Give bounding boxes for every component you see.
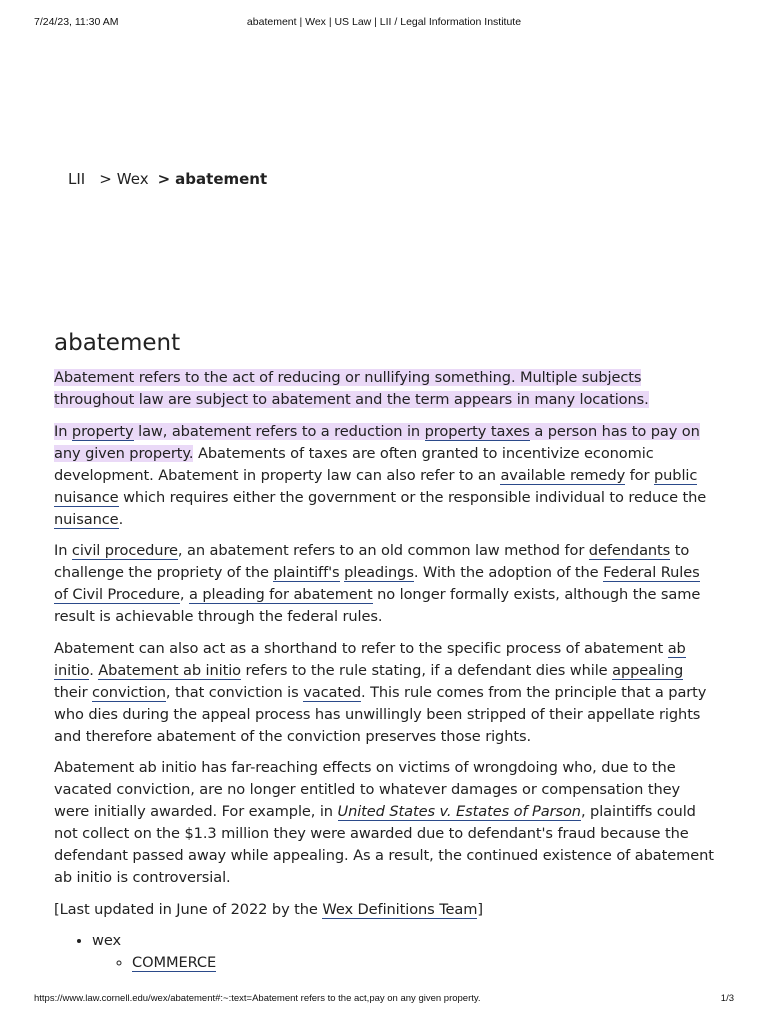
link-united-states-v-estates-of-parson[interactable]: United States v. Estates of Parson (337, 803, 581, 820)
link-conviction[interactable]: conviction (92, 683, 166, 701)
link-pleadings[interactable]: pleadings (344, 564, 414, 581)
text-run: law, abatement refers to a reduction in (133, 422, 425, 440)
page-title: abatement (54, 330, 181, 356)
link-pleading-for-abatement[interactable]: a pleading for abatement (188, 586, 373, 603)
link-appealing[interactable]: appealing (612, 661, 684, 679)
print-url: https://www.law.cornell.edu/wex/abatement#:~:text=Abatement refers to the act,pay on any given property. (34, 993, 481, 1004)
link-public-nuisance[interactable]: public nuisance (54, 466, 698, 506)
link-commerce[interactable]: COMMERCE (132, 954, 217, 971)
text-run: for (625, 466, 654, 484)
highlighted-text: Abatement refers to the act of reducing or nullifying something. Multiple subjects throughout law are subject to abatement and the term appears in many locations. (54, 369, 649, 408)
tag-sublist (92, 952, 718, 974)
print-header (0, 16, 768, 32)
article-body (54, 367, 718, 974)
link-ab-initio[interactable]: ab initio (54, 639, 686, 679)
link-available-remedy[interactable]: available remedy (500, 466, 626, 484)
link-abatement-ab-initio[interactable]: Abatement ab initio (98, 661, 242, 679)
text-run: [Last updated in June of 2022 by the (54, 900, 323, 918)
text-run: Abatement ab initio has far-reaching effects on victims of wrongdoing who, due to the vacated conviction, are no longer entitled to whatever damages or compensation they were initially awarded. For example, in (54, 759, 681, 820)
breadcrumb-wex-link[interactable]: Wex (116, 170, 149, 188)
link-nuisance[interactable]: nuisance (54, 510, 119, 528)
link-wex-definitions-team[interactable]: Wex Definitions Team (322, 900, 478, 918)
breadcrumb-lii-link[interactable]: LII (68, 170, 86, 188)
text-run: , plaintiffs could not collect on the $1.3 million they were awarded due to defendant's fraud because the defendant passed away while appealing. As a result, the continued existence of abatement ab initio is controversial. (54, 803, 714, 886)
tag-wex: wex (92, 932, 121, 949)
text-run: Abatements of taxes are often granted to incentivize economic development. Abatement in property law can also refer to an (54, 444, 654, 484)
text-run: . This rule comes from the principle that a party who dies during the appeal process has unwillingly been stripped of their appellate rights and therefore abatement of the conviction preserves those rights. (54, 683, 707, 745)
breadcrumb-current: abatement (175, 170, 268, 188)
text-run: refers to the rule stating, if a defendant dies while (241, 661, 613, 679)
paragraph-last-updated (54, 899, 718, 921)
breadcrumb-separator: > (99, 170, 112, 188)
link-property[interactable]: property (71, 422, 134, 440)
text-run: no longer formally exists, although the same result is achievable through the federal rules. (54, 586, 701, 625)
text-run: In (54, 422, 72, 440)
paragraph-intro (54, 367, 718, 411)
print-footer (0, 993, 768, 1009)
paragraph-civil-procedure (54, 540, 718, 628)
link-vacated[interactable]: vacated (303, 683, 361, 701)
breadcrumb (68, 170, 267, 188)
text-run: , an abatement refers to an old common law method for (177, 542, 589, 559)
list-item (132, 952, 718, 974)
paragraph-ab-initio (54, 638, 718, 748)
breadcrumb-separator: > (157, 170, 171, 188)
tag-list (54, 930, 718, 974)
link-federal-rules-of-civil-procedure[interactable]: Federal Rules of Civil Procedure (54, 564, 700, 603)
print-datetime: 7/24/23, 11:30 AM (34, 16, 119, 28)
text-run: a person has to pay on any given property. (54, 422, 700, 462)
text-run: to challenge the propriety of the (54, 542, 690, 581)
link-defendants[interactable]: defendants (588, 542, 671, 559)
print-page-title: abatement | Wex | US Law | LII / Legal Information Institute (246, 16, 522, 28)
paragraph-property (54, 421, 718, 531)
text-run: , (179, 586, 189, 603)
text-run: . With the adoption of the (413, 564, 604, 581)
text-run: which requires either the government or the responsible individual to reduce the (118, 488, 707, 506)
text-run: , that conviction is (165, 683, 304, 701)
list-item (92, 930, 718, 974)
text-run: Abatement can also act as a shorthand to refer to the specific process of abatement (54, 639, 668, 657)
text-run: their (54, 683, 93, 701)
text-run: In (54, 542, 72, 559)
link-civil-procedure[interactable]: civil procedure (71, 542, 178, 559)
link-property-taxes[interactable]: property taxes (424, 422, 530, 440)
text-run: . (89, 661, 99, 679)
paragraph-effects (54, 757, 718, 889)
text-run: ] (477, 900, 483, 918)
link-plaintiffs[interactable]: plaintiff's (273, 564, 340, 581)
text-run: . (118, 510, 124, 528)
print-page-number: 1/3 (720, 993, 734, 1004)
